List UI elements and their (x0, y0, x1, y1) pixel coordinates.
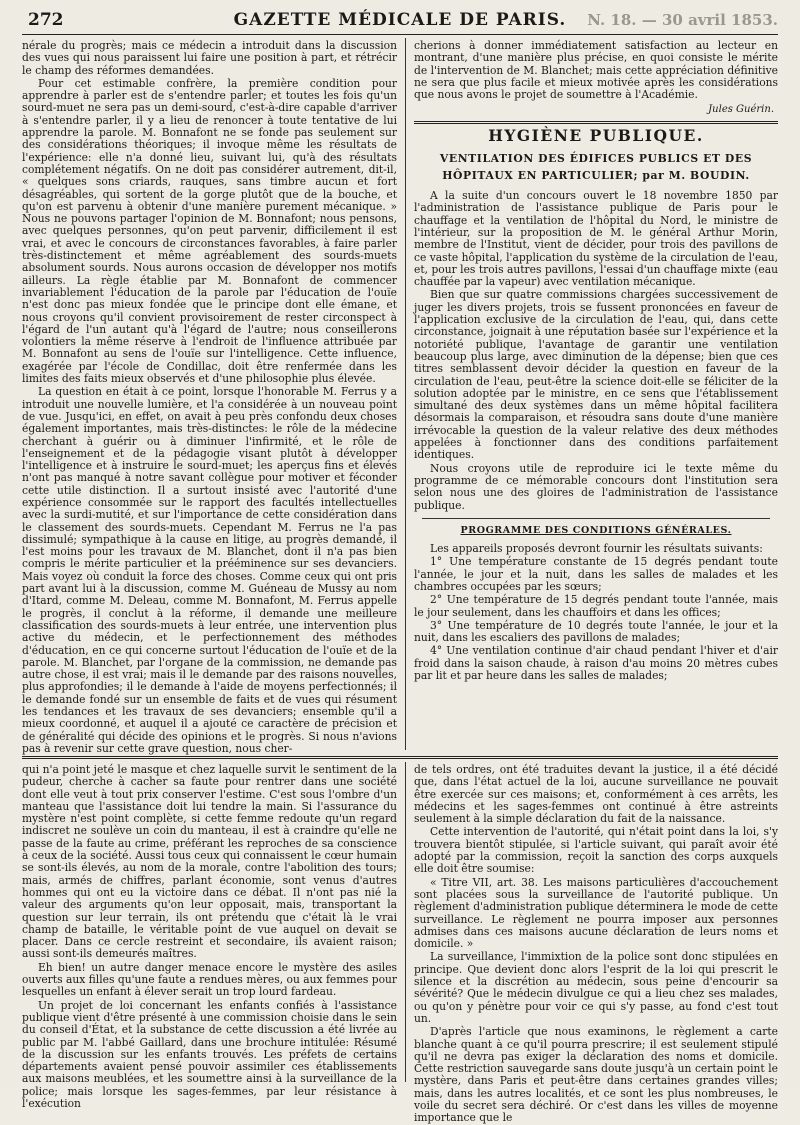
paragraph: qui n'a point jeté le masque et chez laquelle survit le sentiment de la pudeur, cherche à cacher sa faute pour rentrer dans une société dont elle veut à tout prix conserver l'estime. C'est sous l'ombre d'un manteau que l'assistance doit lui tendre la main. Si l'assurance du mystère n'est point complète, si cette femme redoute qu'un regard indiscret ne soulève un coin du manteau, il est à craindre qu'elle ne passe de la faute au crime, préférant les reproches de sa conscience à ceux de la société. Aussi tous ceux qui connaissent le cœur humain se sont-ils élevés, au nom de la morale, contre l'abolition des tours; mais, armés de chiffres, parlant économie, sont venus d'autres hommes qui ont eu la victoire dans ce débat. Il n'ont pas nié la valeur des arguments qu'on leur opposait, mais, transportant la question sur leur terrain, ils ont prétendu que c'était là le vrai champ de bataille, le véritable point de vue auquel on devait se placer. Dans ce cercle restreint et secondaire, ils avaient raison; aussi sont-ils demeurés maîtres. (22, 763, 397, 961)
program-intro: Les appareils proposés devront fournir les résultats suivants: (430, 542, 763, 556)
paragraph: Eh bien! un autre danger menace encore le mystère des asiles ouverts aux filles qu'une faute a rendues mères, ou aux femmes pour lesquelles un enfant à élever serait un trop lourd fardeau. (22, 960, 397, 999)
divider (422, 518, 770, 519)
issue-info: N. 18. — 30 avril 1853. (587, 11, 778, 29)
paragraph: « Titre VII, art. 38. Les maisons particulières d'accouchement sont placées sous la surveillance de l'autorité publique. Un règlement d'administration publique déterminera le mode de cette surveillance. Le règlement ne pourra imposer aux personnes admises dans ces maisons aucune déclaration de leurs noms et domicile. » (414, 875, 778, 951)
paragraph: Pour cet estimable confrère, la première condition pour apprendre à parler est de s'entendre parler; et toutes les fois qu'un sourd-muet ne sera pas un demi-sourd, c'est-à-dire capable d'arriver à s'entendre parler, il y a lieu de renoncer à toute tentative de lui apprendre la parole. M. Bonnafont ne se fonde pas seulement sur des considérations théoriques; il invoque même les résultats de l'expérience: elle n'a donné lieu, suivant lui, qu'à des résultats complétement négatifs. On ne doit pas considérer autrement, dit-il, « quelques sons criards, rauques, sans timbre aucun et fort désagréables, qui sortent de la gorge plutôt que de la bouche, et qu'on est parvenu à obtenir d'une manière purement mécanique. » Nous ne pouvons partager l'opinion de M. Bonnafont; nous pensons, avec quelques personnes, qu'on peut parvenir, difficilement il est vrai, et avec le concours de circonstances favorables, à faire parler très-distinctement et même agréablement des sourds-muets absolument sourds. Nous aurons occasion de développer nos motifs ailleurs. La règle établie par M. Bonnafont de commencer invariablement l'éducation de la parole par l'éducation de l'ouïe n'est donc pas mieux fondée que le principe dont elle émane, et nous croyons qu'il convient provisoirement de rester circonspect à l'égard de l'un autant qu'à l'égard de l'autre; nous conseillerons volontiers la même réserve à l'endroit de l'influence attribuée par M. Bonnafont au sens de l'ouïe sur l'intelligence. Cette influence, exagérée par l'école de Condillac, doit être renfermée dans les limites des faits mieux observés et d'une philosophie plus élevée. (22, 76, 397, 386)
feuilleton-rule (22, 756, 778, 759)
program-item: 4° Une ventilation continue d'air chaud pendant l'hiver et d'air froid dans la saison chaude, à raison d'au moins 20 mètres cubes par lit et par heure dans les salles de malades; (414, 644, 778, 683)
paragraph: de tels ordres, ont été traduites devant la justice, il a été décidé que, dans l'état actuel de la loi, aucune surveillance ne pouvait être exercée sur ces maisons; et, conformément à ces arrêts, les médecins et les sages-femmes ont continué à être astreints seulement à la simple déclaration du fait de la naissance. (414, 763, 778, 826)
program-item: 3° Une température de 10 degrés toute l'année, le jour et la nuit, dans les escaliers des pavillons de malades; (414, 618, 778, 645)
program-heading: PROGRAMME DES CONDITIONS GÉNÉRALES. (460, 524, 732, 536)
left-column (22, 39, 397, 755)
page-number: 272 (28, 10, 64, 30)
right-column (414, 40, 778, 748)
paragraph: Bien que sur quatre commissions chargées successivement de juger les divers projets, trois se fussent prononcées en faveur de l'application exclusive de la circulation de l'eau, qui, dans cette circonstance, joignait à une réputation basée sur l'expérience et la notoriété publique, l'avantage de garantir une ventilation beaucoup plus large, avec diminution de la dépense; bien que ces titres semblassent devoir décider la question en faveur de la circulation de l'eau, peut-être la science doit-elle se féliciter de la solution adoptée par le ministre, en ce sens que l'établissement simultané des deux systèmes dans un même hôpital facilitera désormais la comparaison, et résoudra sans doute d'une manière irrévocable la question de la valeur relative des deux méthodes appelées à fonctionner dans des conditions parfaitement identiques. (414, 288, 778, 462)
article-title: VENTILATION DES ÉDIFICES PUBLICS ET DES HÔPITAUX EN PARTICULIER; par M. BOUDIN. (439, 152, 753, 183)
paragraph: La question en était à ce point, lorsque l'honorable M. Ferrus y a introduit une nouvelle lumière, et l'a considérée à un nouveau point de vue. Jusqu'ici, en effet, on avait à peu près confondu deux choses également importantes, mais très-distinctes: le rôle de la médecine cherchant à guérir ou à diminuer l'infirmité, et le rôle de l'enseignement et de la pédagogie visant plutôt à développer l'intelligence et à instruire le sourd-muet; les aperçus fins et élevés n'ont pas manqué à notre savant collègue pour motiver et féconder cette utile distinction. Il a surtout insisté avec l'autorité d'une expérience consommée sur le rapport des facultés intellectuelles avec la surdi-mutité, et sur l'importance de cette considération dans le classement des sourds-muets. Cependant M. Ferrus ne l'a pas dissimulé; sympathique à la cause en litige, au progrès demandé, il l'est moins pour les travaux de M. Blanchet, dont il n'a pas bien compris le mérite particulier et la prééminence sur ses devanciers. Mais voyez où conduit la force des choses. Comme ceux qui ont pris part avant lui à la discussion, comme M. Guéneau de Mussy au nom d'Itard, comme M. Deleau, comme M. Bonnafont, M. Ferrus appelle le progrès, il conclut à la réforme, il demande une meilleure classification des sourds-muets à leur entrée, une intervention plus active du médecin, et le perfectionnement des méthodes d'éducation, en ce qui concerne surtout l'éducation de l'ouïe et de la parole. M. Blanchet, par l'organe de la commission, ne demande pas autre chose, il est vrai; mais il le demande par des raisons nouvelles, plus approfondies; il le demande à l'aide de moyens perfectionnés; il le demande fondé sur un ensemble de faits et de vues qui résument les tendances et les travaux de ses devanciers; ensemble qu'il a mieux coordonné, et auquel il a ajouté ce caractère de précision et de généralité qui décide des opinions et le progrès. Si nous n'avions pas à revenir sur cette grave question, nous cher- (22, 385, 397, 755)
paragraph: nérale du progrès; mais ce médecin a introduit dans la discussion des vues qui nous paraissent lui faire une position à part, et rétrécir le champ des réformes demandées. (22, 39, 397, 77)
paragraph: cherions à donner immédiatement satisfaction au lecteur en montrant, d'une manière plus précise, en quoi consiste le mérite de l'intervention de M. Blanchet; mais cette appréciation définitive ne sera que plus facile et mieux motivée après les considérations que nous avons le projet de soumettre à l'Académie. (414, 39, 778, 102)
bottom-right-column (414, 763, 778, 1125)
running-title: GAZETTE MÉDICALE DE PARIS. (233, 10, 567, 30)
paragraph: A la suite d'un concours ouvert le 18 novembre 1850 par l'administration de l'assistance publique de Paris pour le chauffage et la ventilation de l'hôpital du Nord, le ministre de l'intérieur, sur la proposition de M. le général Arthur Morin, membre de l'Institut, vient de décider, pour trois des pavillons de ce vaste hôpital, l'application du système de la circulation de l'eau, et, pour les trois autres pavillons, l'essai d'un chauffage mixte (eau chauffée par la vapeur) avec ventilation mécanique. (414, 189, 778, 289)
program-item: 2° Une température de 15 degrés pendant toute l'année, mais le jour seulement, dans les chauffoirs et dans les offices; (414, 593, 778, 619)
paragraph: Cette intervention de l'autorité, qui n'était point dans la loi, s'y trouvera bientôt stipulée, si l'article suivant, qui paraît avoir été adopté par la commission, reçoit la sanction des corps auxquels elle doit être soumise: (414, 825, 778, 876)
paragraph: La surveillance, l'immixtion de la police sont donc stipulées en principe. Que devient donc alors l'esprit de la loi qui prescrit le silence et la discrétion au médecin, sous peine d'encourir sa sévérité? Que le médecin divulgue ce qui a lieu chez ses malades, ou qu'on y pénètre pour voir ce qui s'y passe, au fond c'est tout un. (414, 950, 778, 1025)
header-rule (22, 34, 778, 35)
page-header (22, 8, 778, 32)
section-title: HYGIÈNE PUBLIQUE. (488, 125, 704, 145)
paragraph: D'après l'article que nous examinons, le règlement a carte blanche quant à ce qu'il pourra prescrire; il est seulement stipulé qu'il ne devra pas exiger la déclaration des noms et domicile. Cette restriction sauvegarde sans doute jusqu'à un certain point le mystère, dans Paris et peut-être dans certaines grandes villes; mais, dans les autres localités, et ce sont les plus nombreuses, le voile du secret sera déchiré. Or c'est dans les villes de moyenne importance que le (414, 1025, 778, 1125)
column-divider (405, 38, 406, 750)
bottom-left-column (22, 763, 397, 1111)
section-rule (414, 121, 778, 124)
author-signature: Jules Guérin. (708, 104, 774, 116)
paragraph: Nous croyons utile de reproduire ici le texte même du programme de ce mémorable concours dont l'institution sera selon nous une des gloires de l'administration de l'assistance publique. (414, 461, 778, 512)
program-item: 1° Une température constante de 15 degrés pendant toute l'année, le jour et la nuit, dans les salles de malades et les chambres occupées par les sœurs; (414, 555, 778, 593)
bottom-column-divider (405, 762, 406, 1082)
paragraph: Un projet de loi concernant les enfants confiés à l'assistance publique vient d'être présenté à une commission choisie dans le sein du conseil d'État, et la substance de cette discussion a été livrée au public par M. l'abbé Gaillard, dans une brochure intitulée: Résumé de la discussion sur les enfants trouvés. Les préfets de certains départements avaient pensé pouvoir assimiler ces établissements aux maisons meublées, et les soumettre ainsi à la surveillance de la police; mais lorsque les sages-femmes, par leur résistance à l'exécution (22, 998, 397, 1111)
